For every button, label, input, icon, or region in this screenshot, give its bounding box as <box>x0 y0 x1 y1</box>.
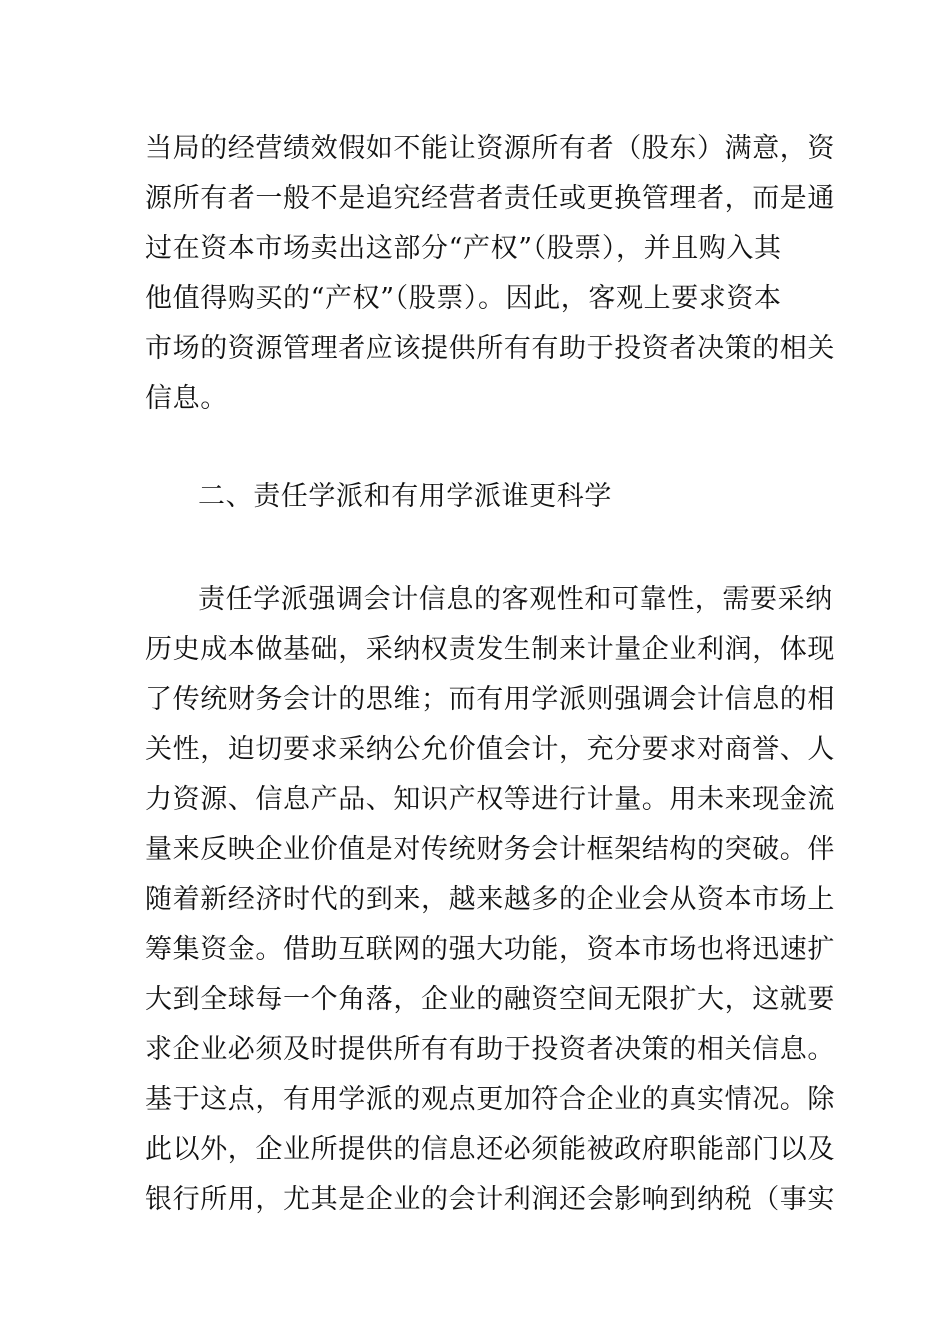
paragraph-1-line-6: 信息。 <box>145 383 228 414</box>
paragraph-2-line-2: 历史成本做基础，采纳权责发生制来计量企业利润，体现 <box>145 634 835 665</box>
paragraph-2-line-7: 随着新经济时代的到来，越来越多的企业会从资本市场上 <box>145 884 835 915</box>
section-heading: 二、责任学派和有用学派谁更科学 <box>198 481 612 512</box>
paragraph-1-line-1: 当局的经营绩效假如不能让资源所有者（股东）满意，资 <box>145 133 835 164</box>
paragraph-1-line-3: 过在资本市场卖出这部分“产权”（股票），并且购入其 <box>145 233 782 264</box>
paragraph-2-line-4: 关性，迫切要求采纳公允价值会计，充分要求对商誉、人 <box>145 734 835 765</box>
paragraph-1-line-2: 源所有者一般不是追究经营者责任或更换管理者，而是通 <box>145 183 835 214</box>
paragraph-2-line-8: 筹集资金。借助互联网的强大功能，资本市场也将迅速扩 <box>145 934 835 965</box>
paragraph-2-line-11: 基于这点，有用学派的观点更加符合企业的真实情况。除 <box>145 1084 835 1115</box>
paragraph-2-line-3: 了传统财务会计的思维；而有用学派则强调会计信息的相 <box>145 684 835 715</box>
paragraph-2-line-13: 银行所用，尤其是企业的会计利润还会影响到纳税（事实 <box>145 1184 835 1215</box>
paragraph-2-line-10: 求企业必须及时提供所有有助于投资者决策的相关信息。 <box>145 1034 835 1065</box>
paragraph-1-line-4: 他值得购买的“产权”（股票）。因此，客观上要求资本 <box>145 283 782 314</box>
paragraph-2-line-1: 责任学派强调会计信息的客观性和可靠性，需要采纳 <box>198 584 833 615</box>
paragraph-2-line-5: 力资源、信息产品、知识产权等进行计量。用未来现金流 <box>145 784 835 815</box>
paragraph-1-line-5: 市场的资源管理者应该提供所有有助于投资者决策的相关 <box>145 333 835 364</box>
paragraph-2-line-12: 此以外，企业所提供的信息还必须能被政府职能部门以及 <box>145 1134 835 1165</box>
paragraph-2-line-6: 量来反映企业价值是对传统财务会计框架结构的突破。伴 <box>145 834 835 865</box>
paragraph-2-line-9: 大到全球每一个角落，企业的融资空间无限扩大，这就要 <box>145 984 835 1015</box>
